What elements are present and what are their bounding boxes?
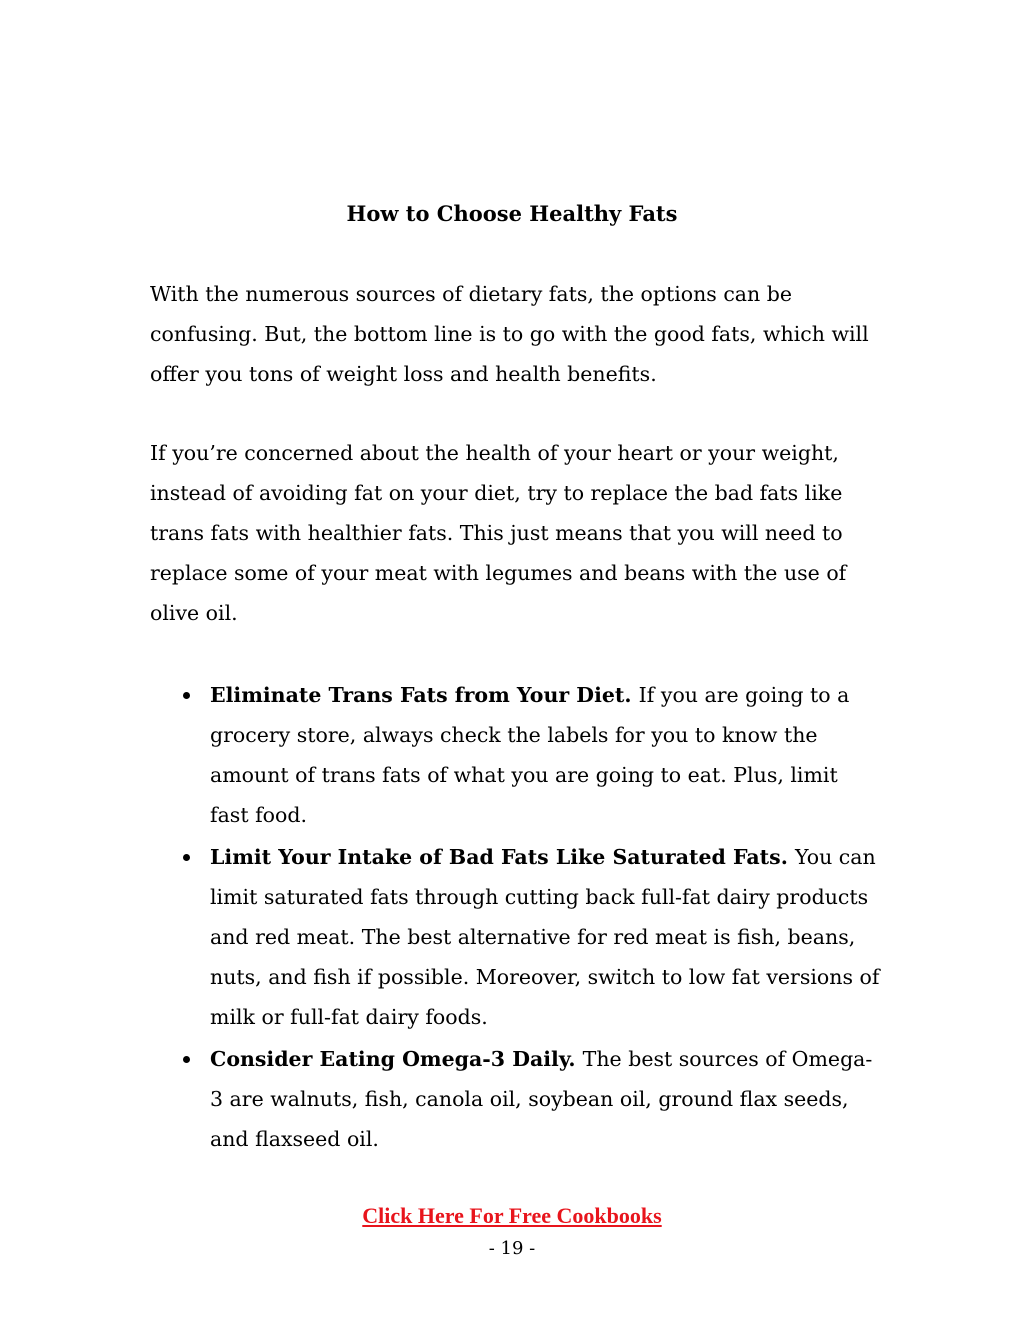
free-cookbooks-link[interactable]: Click Here For Free Cookbooks [362,1203,662,1228]
intro-paragraph: With the numerous sources of dietary fats, the options can be confusing. But, the bottom line is to go with the good fats, which will offer you tons of weight loss and health benefits. [150,282,869,386]
page-title: How to Choose Healthy Fats [346,201,678,226]
body-paragraph: If you’re concerned about the health of your heart or your weight, instead of avoiding fat on your diet, try to replace the bad fats like trans fats with healthier fats. This just means that you will need to replace some of your meat with legumes and beans with the use of olive oil. [150,441,847,625]
page-number: - 19 - [488,1238,536,1259]
bullet-heading: Consider Eating Omega-3 Daily. [210,1047,583,1071]
bullet-heading: Eliminate Trans Fats from Your Diet. [210,683,639,707]
bullet-text: The best sources of Omega-3 are walnuts, fish, canola oil, soybean oil, ground flax seeds, and flaxseed oil. [210,1047,873,1151]
bullet-icon [183,1056,190,1063]
bullet-icon [183,854,190,861]
list-item [150,1039,880,1159]
list-item [150,675,880,835]
bullet-heading: Limit Your Intake of Bad Fats Like Saturated Fats. [210,845,795,869]
bullet-icon [183,692,190,699]
list-item [150,837,880,1037]
bullet-text: If you are going to a grocery store, always check the labels for you to know the amount of trans fats of what you are going to eat. Plus, limit fast food. [210,683,850,827]
bullet-text: You can limit saturated fats through cutting back full-fat dairy products and red meat. The best alternative for red meat is fish, beans, nuts, and fish if possible. Moreover, switch to low fat versions of milk or full-fat dairy foods. [210,845,880,1029]
tips-list [150,675,880,1161]
